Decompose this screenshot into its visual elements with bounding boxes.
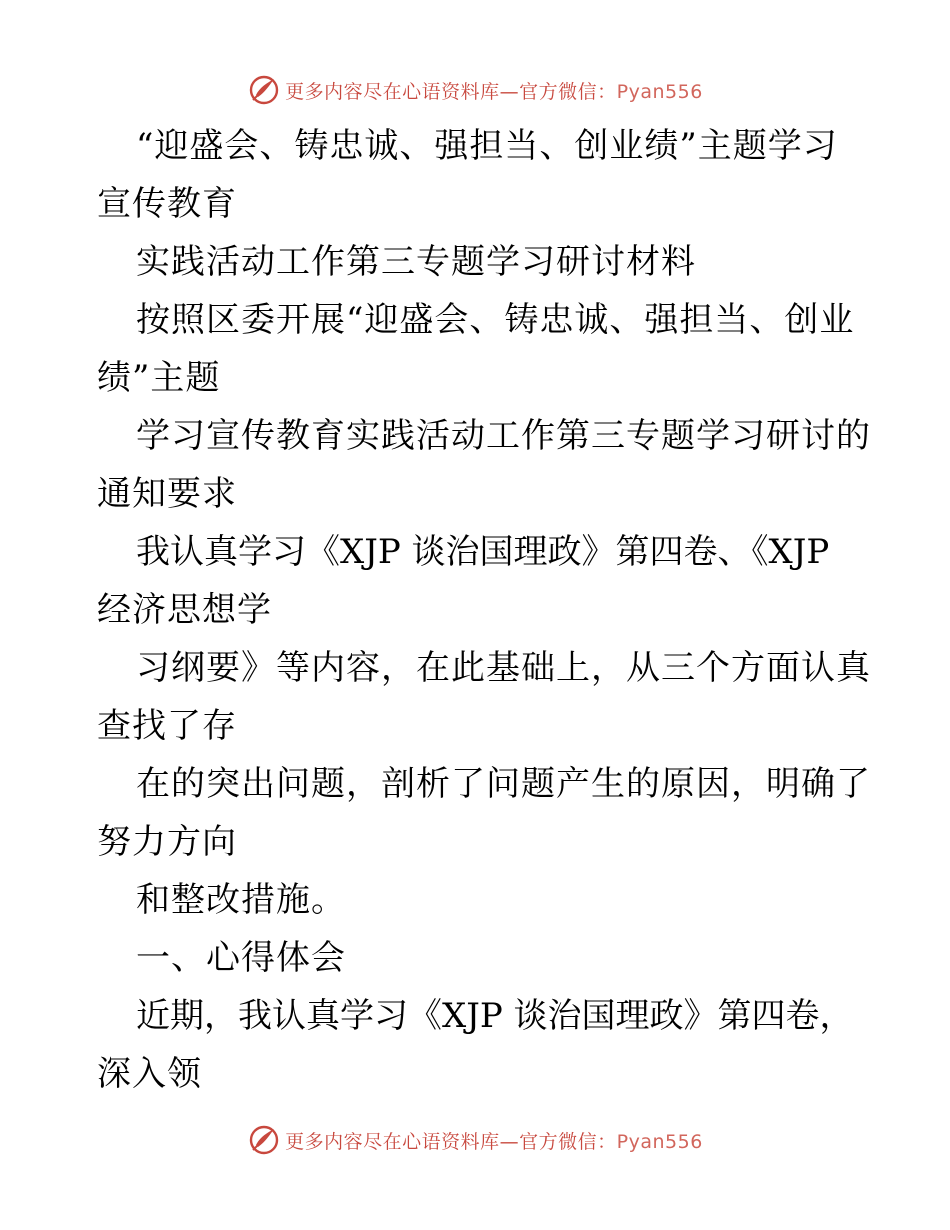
doc-line: 查找了存: [97, 706, 237, 746]
header-banner-text: 更多内容尽在心语资料库—官方微信：Pyan556: [285, 80, 703, 103]
doc-line: 和整改措施。: [136, 880, 346, 920]
doc-line: 绩”主题: [97, 358, 221, 398]
document-body: [97, 117, 871, 1103]
footer-banner-handle: Pyan556: [616, 1130, 703, 1153]
doc-line: 近期，我认真学习《XJP 谈治国理政》第四卷，: [136, 996, 854, 1036]
quill-swirl-logo-icon: [247, 73, 281, 107]
doc-line: “迎盛会、铸忠诚、强担当、创业绩”主题学习: [136, 126, 838, 166]
doc-line: 深入领: [97, 1054, 202, 1094]
footer-watermark-banner: [0, 1120, 950, 1160]
quill-swirl-logo-icon: [247, 1123, 281, 1157]
doc-line: 按照区委开展“迎盛会、铸忠诚、强担当、创业: [136, 300, 855, 340]
doc-line: 我认真学习《XJP 谈治国理政》第四卷、《XJP: [136, 532, 830, 572]
doc-line: 宣传教育: [97, 184, 237, 224]
doc-line: 努力方向: [97, 822, 237, 862]
doc-line: 在的突出问题，剖析了问题产生的原因，明确了: [136, 764, 871, 804]
header-watermark-banner: [0, 70, 950, 110]
section-heading: 一、心得体会: [136, 938, 346, 978]
footer-banner-text: 更多内容尽在心语资料库—官方微信：Pyan556: [285, 1130, 703, 1153]
doc-line: 经济思想学: [97, 590, 272, 630]
header-banner-handle: Pyan556: [616, 80, 703, 103]
doc-line: 习纲要》等内容，在此基础上，从三个方面认真: [136, 648, 871, 688]
doc-line: 通知要求: [97, 474, 237, 514]
doc-line: 实践活动工作第三专题学习研讨材料: [136, 242, 696, 282]
doc-line: 学习宣传教育实践活动工作第三专题学习研讨的: [136, 416, 871, 456]
